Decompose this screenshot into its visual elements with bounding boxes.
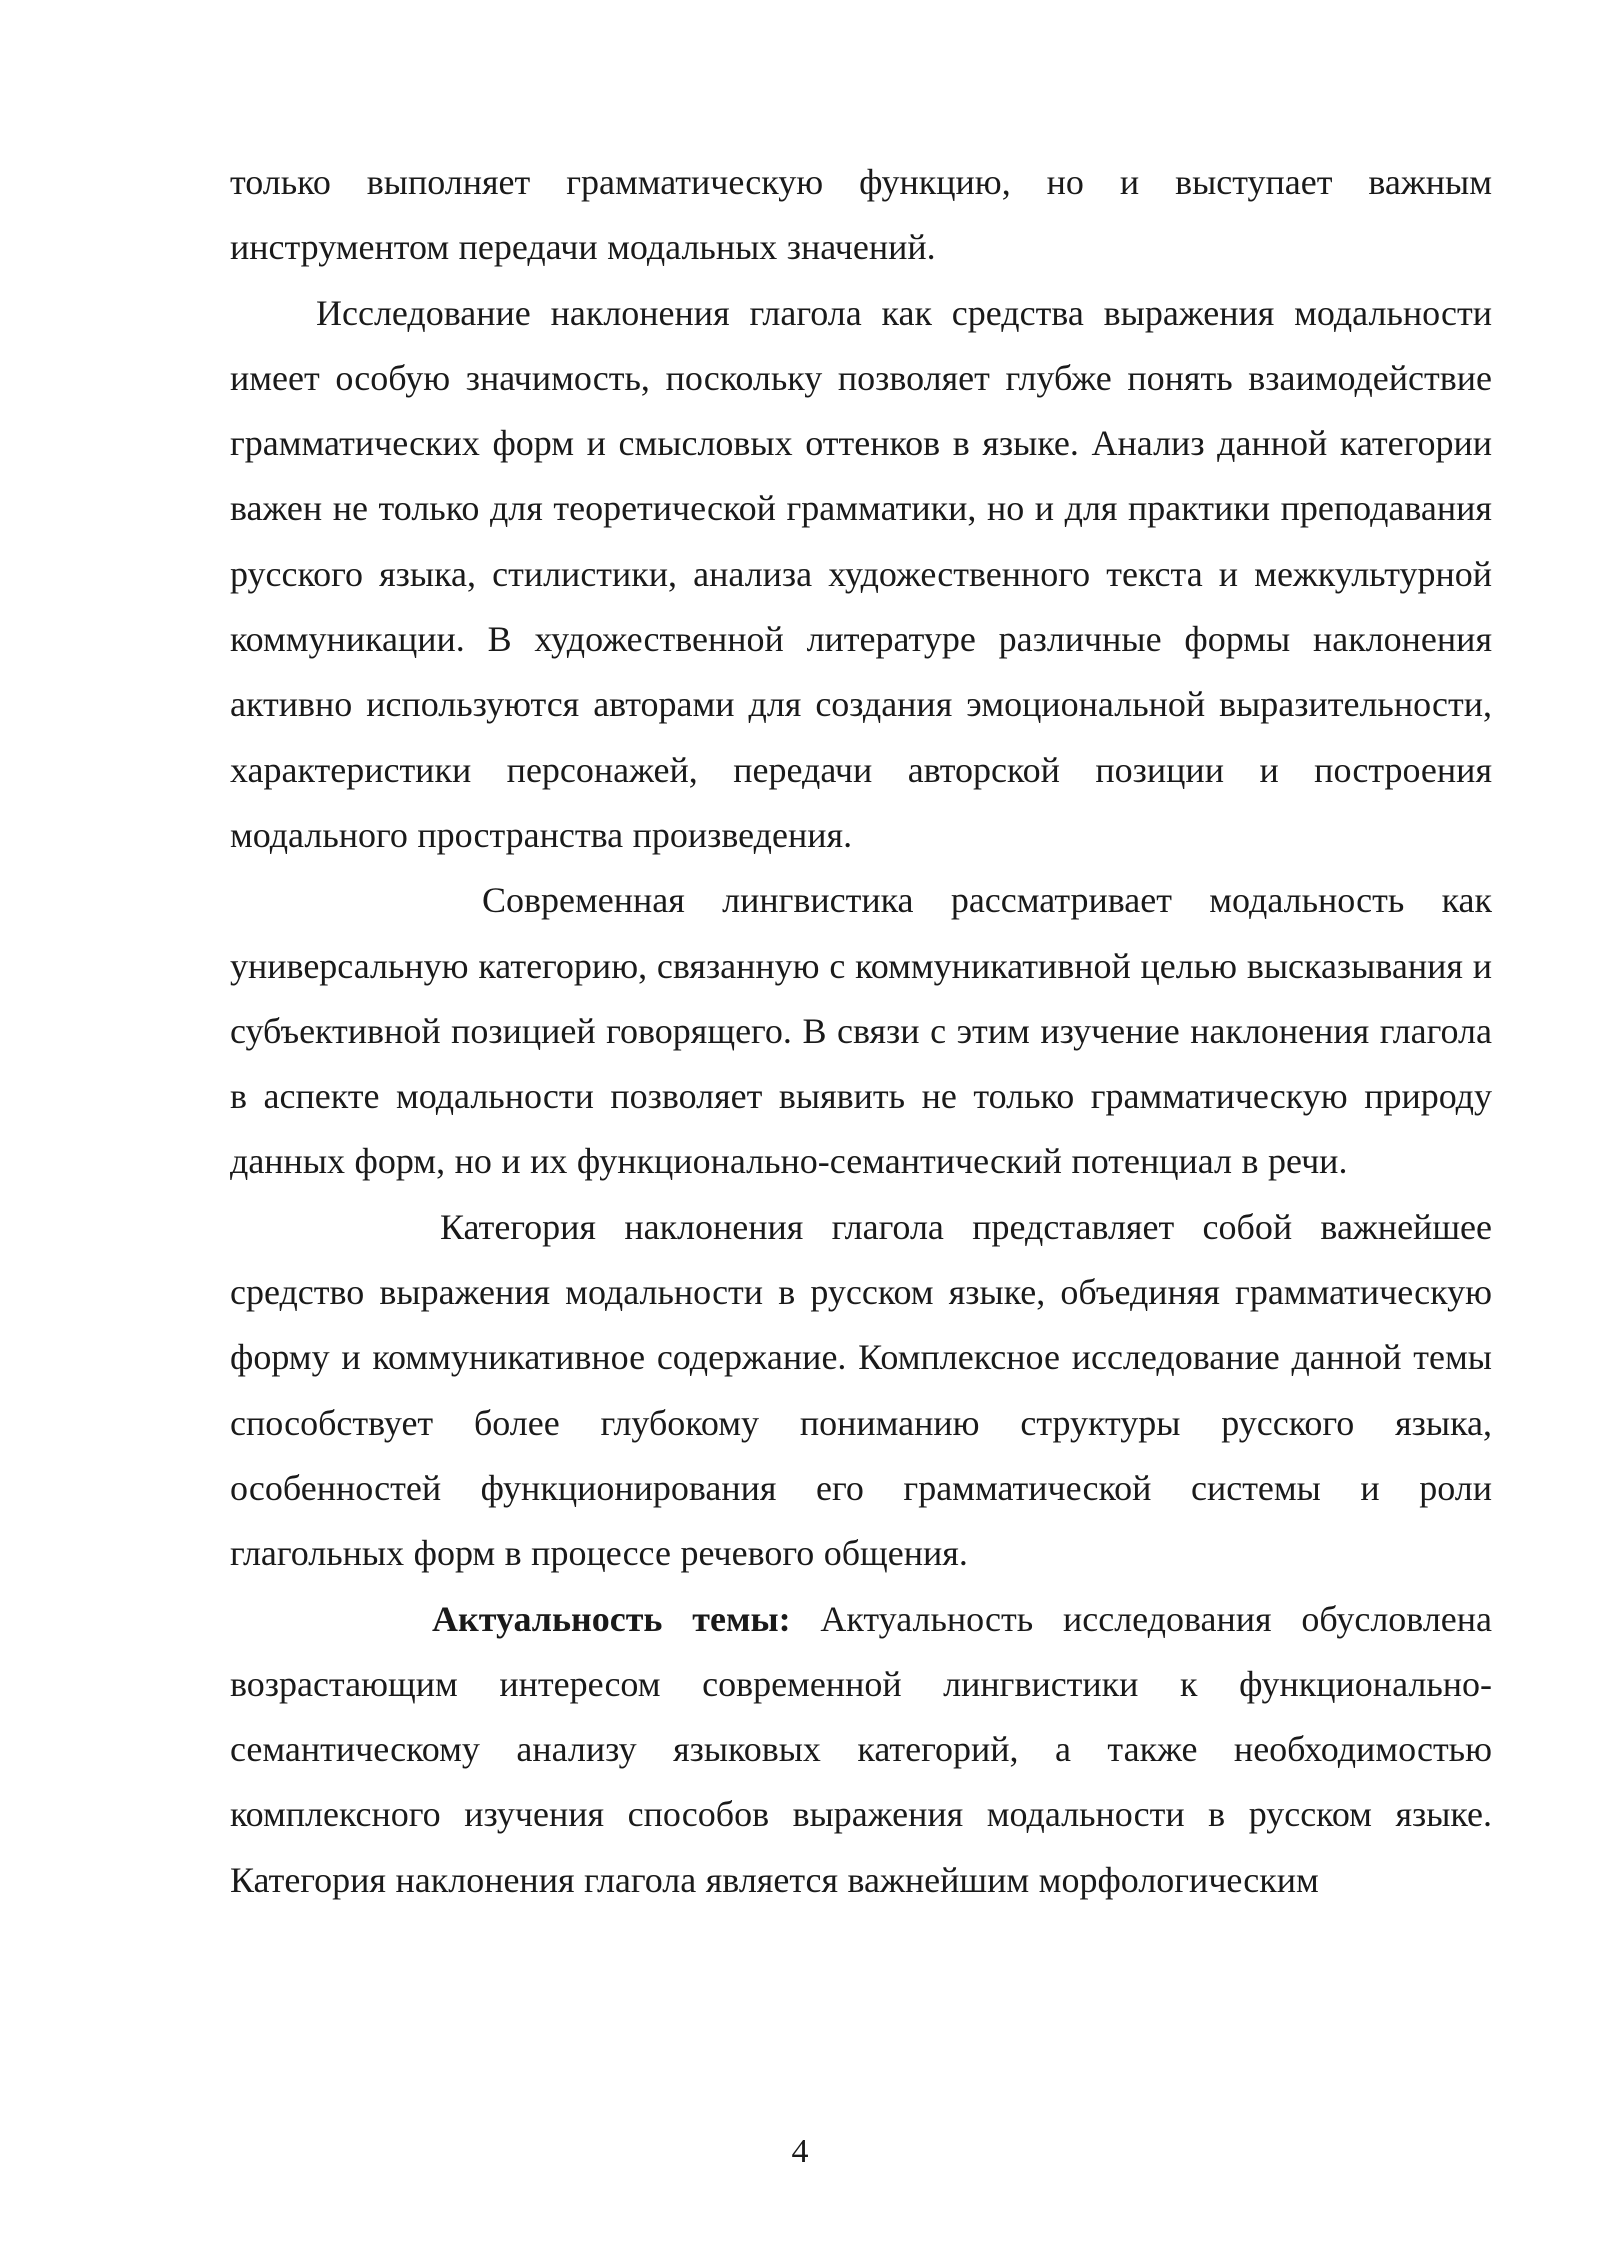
paragraph-mood-category: Категория наклонения глагола представляет собой важнейшее средство выражения модальности в русском языке, объединяя грамматическую форму и коммуникативное содержание. Комплексное исследование данной темы способствует более глубокому пониманию структуры русского языка, особенностей функционирования его грамматической системы и роли глагольных форм в процессе речевого общения.: [230, 1206, 1492, 1574]
relevance-heading: Актуальность темы:: [432, 1598, 791, 1639]
relevance-text: Актуальность исследования обусловлена возрастающим интересом современной лингвистики к функционально-семантическому анализу языковых категорий, а также необходимостью комплексного изучения способов выражения модальности в русском языке. Категория наклонения глагола является важнейшим морфологическим: [230, 1598, 1493, 1900]
paragraph-modern-linguistics: Современная лингвистика рассматривает модальность как универсальную категорию, связанную с коммуникативной целью высказывания и субъективной позицией говорящего. В связи с этим изучение наклонения глагола в аспекте модальности позволяет выявить не только грамматическую природу данных форм, но и их функционально-семантический потенциал в речи.: [230, 880, 1492, 1182]
page-number: 4: [791, 2133, 809, 2170]
document-body: [230, 150, 1492, 1913]
paragraph-mood-research-significance: Исследование наклонения глагола как средства выражения модальности имеет особую значимость, поскольку позволяет глубже понять взаимодействие грамматических форм и смысловых оттенков в языке. Анализ данной категории важен не только для теоретической грамматики, но и для практики преподавания русского языка, стилистики, анализа художественного текста и межкультурной коммуникации. В художественной литературе различные формы наклонения активно используются авторами для создания эмоциональной выразительности, характеристики персонажей, передачи авторской позиции и построения модального пространства произведения.: [230, 292, 1492, 855]
paragraph-continuation: только выполняет грамматическую функцию, но и выступает важным инструментом передачи модальных значений.: [230, 162, 1492, 268]
paragraph-relevance: [230, 1587, 1492, 1913]
